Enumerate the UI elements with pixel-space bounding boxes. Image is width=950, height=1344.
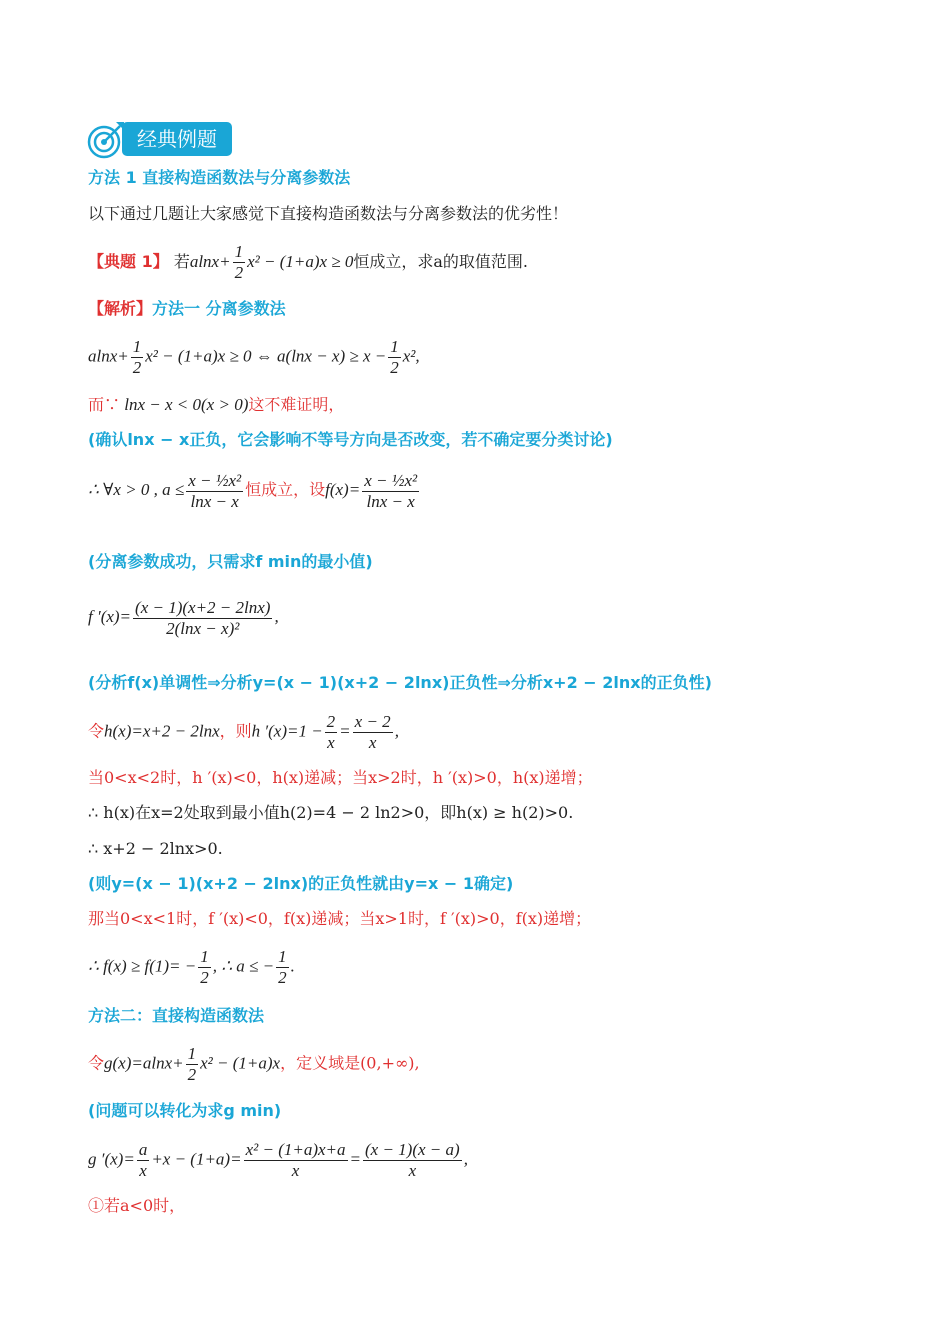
l15-den: 2	[187, 1065, 197, 1084]
l4-num: x − ½x²	[188, 470, 242, 490]
l8-frac2	[353, 712, 393, 753]
l14-num: 1	[200, 947, 209, 966]
l4-frac2	[362, 471, 419, 512]
question-prefix: 若	[173, 252, 190, 271]
l2-a: 而∵	[88, 395, 121, 414]
q-suffix: 恒成立，求a的取值范围.	[353, 252, 529, 271]
l6-b: ,	[274, 607, 279, 626]
l17-num2: x² − (1+a)x+a	[245, 1140, 346, 1159]
l8-den2: x	[368, 733, 377, 752]
step-12	[88, 1140, 468, 1181]
l17-den3: x	[408, 1161, 417, 1180]
l1-num2: 1	[390, 337, 399, 356]
l14-a: ∴ f(x) ≥ f(1)= −	[88, 956, 197, 976]
step-2	[88, 394, 344, 416]
l17-d: ,	[463, 1149, 468, 1169]
l17-frac3	[363, 1140, 462, 1181]
step-4	[88, 597, 279, 639]
l15-b: g(x)=alnx+	[104, 1053, 184, 1073]
l4-den: lnx − x	[190, 491, 239, 511]
note-4: (则y=(x − 1)(x+2 − 2lnx)的正负性就由y=x − 1确定)	[88, 874, 514, 893]
l6-frac	[133, 598, 272, 639]
l14-num2: 1	[278, 947, 287, 966]
l1-b: x² − (1+a)x ≥ 0 ⇔ a(lnx − x) ≥ x −	[145, 346, 387, 366]
analysis-tag: 【解析】	[88, 299, 153, 318]
step-5	[88, 712, 399, 753]
l1-a: alnx+	[88, 346, 129, 366]
l17-num3: (x − 1)(x − a)	[365, 1140, 460, 1159]
l15-num: 1	[187, 1044, 197, 1063]
l14-den: 2	[200, 968, 209, 987]
l14-b: , ∴ a ≤ −	[212, 956, 275, 976]
l15-d: ，定义域是(0,+∞),	[280, 1053, 420, 1073]
l4-den2: lnx − x	[366, 491, 415, 511]
l1-c: x²,	[402, 346, 420, 366]
example-tag: 【典题 1】	[88, 252, 169, 271]
q-frac-den: 2	[234, 263, 244, 282]
step-8: ∴ x+2 − 2lnx>0.	[88, 839, 223, 858]
method1-title: 方法 1 直接构造函数法与分离参数法	[88, 168, 351, 187]
step-3	[88, 470, 421, 512]
analysis-heading	[88, 298, 286, 320]
step-7: ∴ h(x)在x=2处取到最小值h(2)=4 − 2 ln2>0，即h(x) ≥ h(2)>0.	[88, 803, 574, 822]
l8-c: ，则	[219, 721, 252, 741]
step-11	[88, 1044, 420, 1085]
step-6: 当0<x<2时，h ′(x)<0，h(x)递减；当x>2时，h ′(x)>0，h(x)递增；	[88, 768, 593, 787]
l2-b: lnx − x < 0(x > 0)	[120, 395, 249, 414]
l1-den: 2	[132, 358, 142, 377]
q-frac-num: 1	[234, 242, 244, 261]
l6-den: 2(lnx − x)²	[166, 618, 240, 638]
l14-frac2	[276, 947, 289, 988]
l14-c: .	[290, 956, 295, 976]
l17-a: g ′(x)=	[88, 1149, 135, 1169]
l14-den2: 2	[278, 968, 287, 987]
q-expr-a: alnx+	[189, 252, 231, 271]
l1-frac2	[388, 337, 401, 378]
l8-num: 2	[326, 712, 336, 731]
l4-b: 恒成立，设	[245, 480, 326, 499]
l1-num: 1	[132, 337, 142, 356]
section-badge: 经典例题	[122, 122, 232, 156]
l8-a: 令	[88, 721, 105, 741]
l8-frac	[325, 712, 338, 753]
note-3: (分析f(x)单调性⇒分析y=(x − 1)(x+2 − 2lnx)正负性⇒分析x+2 − 2lnx的正负性)	[88, 673, 712, 692]
example-question	[88, 242, 528, 283]
l17-b: +x − (1+a)=	[151, 1149, 242, 1169]
l17-num: a	[138, 1140, 148, 1159]
l15-a: 令	[88, 1053, 105, 1073]
l17-den2: x	[291, 1161, 300, 1180]
l1-frac	[131, 337, 144, 378]
q-frac	[233, 242, 246, 283]
l15-c: x² − (1+a)x	[200, 1053, 281, 1073]
intro-text: 以下通过几题让大家感觉下直接构造函数法与分离参数法的优劣性！	[88, 204, 569, 223]
l8-num2: x − 2	[354, 712, 391, 731]
case-1: ①若a<0时，	[88, 1196, 186, 1215]
l8-d: h ′(x)=1 −	[251, 721, 323, 741]
l4-frac	[186, 471, 243, 512]
note-2: (分离参数成功，只需求f min的最小值)	[88, 552, 373, 571]
l17-c: =	[349, 1149, 361, 1169]
l2-c: 这不难证明，	[248, 395, 345, 414]
step-10	[88, 947, 295, 988]
l4-a: ∴ ∀x > 0 , a ≤	[88, 480, 185, 499]
l8-f: ,	[394, 721, 399, 741]
l4-c: f(x)=	[325, 480, 361, 499]
l8-e: =	[339, 721, 351, 741]
note-1: (确认lnx − x正负，它会影响不等号方向是否改变，若不确定要分类讨论)	[88, 430, 613, 449]
l1-den2: 2	[390, 358, 399, 377]
l6-a: f ′(x)=	[88, 607, 132, 626]
q-expr-mid: x² − (1+a)x ≥ 0	[247, 252, 354, 271]
step-1	[88, 337, 420, 378]
note-5: (问题可以转化为求g min)	[88, 1101, 282, 1120]
l6-num: (x − 1)(x+2 − 2lnx)	[135, 597, 271, 617]
analysis-title: 方法一 分离参数法	[152, 299, 286, 318]
l8-den: x	[327, 733, 335, 752]
l15-frac	[186, 1044, 199, 1085]
l17-frac	[137, 1140, 150, 1181]
l8-b: h(x)=x+2 − 2lnx	[104, 721, 220, 741]
l14-frac	[198, 947, 211, 988]
method2-title: 方法二：直接构造函数法	[88, 1006, 265, 1025]
step-9: 那当0<x<1时，f ′(x)<0，f(x)递减；当x>1时，f ′(x)>0，f(x)递增；	[88, 909, 592, 928]
l4-num2: x − ½x²	[364, 470, 418, 490]
l17-den: x	[139, 1161, 147, 1180]
l17-frac2	[244, 1140, 348, 1181]
